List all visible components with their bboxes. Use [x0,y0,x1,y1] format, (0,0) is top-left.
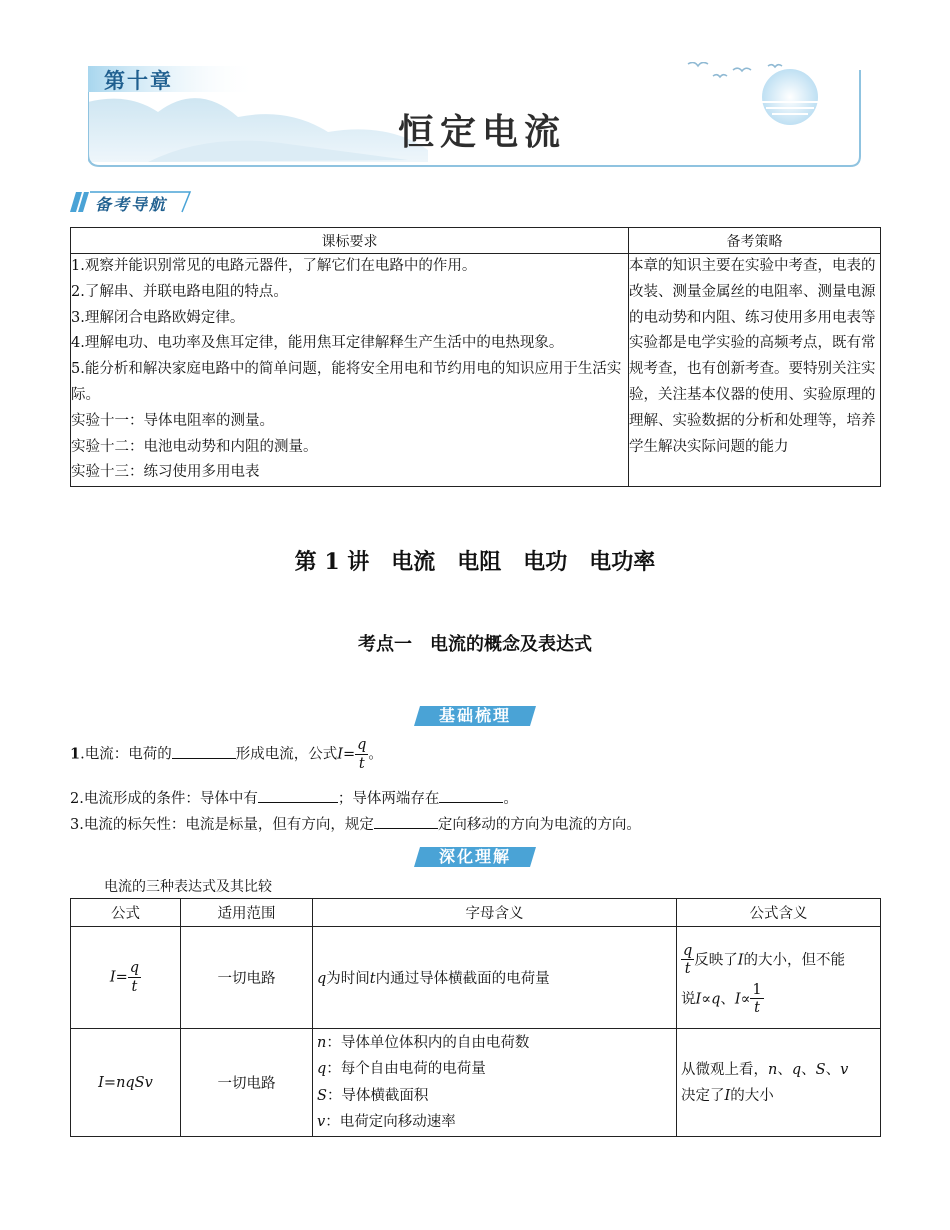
symbol-v: v [317,1114,326,1130]
symbol-v: v [840,1061,849,1078]
section-deep-text: 深化理解 [438,847,511,866]
comparison-caption: 电流的三种表达式及其比较 [104,879,272,895]
header-letter-meaning: 字母含义 [313,899,677,927]
symbol-I: I [337,746,343,763]
basic-point-1 [70,738,383,771]
requirement-item: 1.观察并能识别常见的电路元器件，了解它们在电路中的作用。 [71,258,477,274]
symbol-t: t [369,971,376,987]
symbol-q: q [317,971,327,987]
header-preparation-strategy: 备考策略 [629,228,881,254]
curriculum-requirements-table [70,227,881,487]
symbol-I: I [737,952,744,968]
symbol-n: n [768,1061,778,1078]
symbol-propto: ∝ [701,991,712,1007]
symbol-S: S [317,1087,327,1104]
meaning-text: ：导体横截面积 [326,1087,429,1104]
fill-blank[interactable] [374,827,438,829]
section-deep-label [414,846,536,868]
basic-point-3 [70,813,641,834]
symbol-I: I [109,969,116,986]
symbol-I: I [724,1087,731,1104]
meaning-text: 为时间 [326,971,370,987]
symbol-separator: 、 [825,1061,841,1078]
section-basic-text: 基础梳理 [438,706,511,725]
topic-title: 考点一 电流的概念及表达式 [358,634,592,655]
symbol-q: q [711,991,721,1007]
scope-cell: 一切电路 [181,927,313,1029]
point-text: 3.电流的标矢性：电流是标量，但有方向，规定 [70,817,374,833]
meaning-text: 内通过导体横截面的电荷量 [375,971,550,987]
scope-cell: 一切电路 [181,1029,313,1137]
symbol-eq: = [103,1074,117,1091]
symbol-nqSv: nqSv [116,1074,153,1091]
fill-blank[interactable] [258,801,338,803]
header-scope: 适用范围 [181,899,313,927]
point-text: 。 [503,791,518,807]
symbol-t: t [754,1000,760,1016]
meaning-text: 从微观上看， [681,1061,768,1078]
symbol-t: t [684,961,691,977]
requirement-item: 实验十三：练习使用多用电表 [71,464,260,481]
requirement-item: 2.了解串、并联电路电阻的特点。 [71,283,288,300]
section-basic-label [414,705,536,727]
meaning-text: ：电荷定向移动速率 [325,1114,456,1130]
meaning-text: ：导体单位体积内的自由电荷数 [326,1034,530,1051]
meaning-text: 的大小，但不能 [743,952,846,968]
meaning-text: ：每个自由电荷的电荷量 [326,1061,486,1077]
point-text: ；导体两端存在 [337,791,440,807]
fill-blank[interactable] [172,757,236,759]
symbol-separator: 、 [801,1061,816,1078]
meaning-text: 决定了 [681,1087,725,1104]
basic-point-2 [70,787,518,808]
requirement-item: 5.能分析和解决家庭电路中的简单问题，能将安全用电和节约用电的知识应用于生活实际。 [71,361,622,403]
symbol-q: q [129,960,140,976]
requirement-item: 3.理解闭合电路欧姆定律。 [71,309,245,326]
fill-blank[interactable] [439,801,503,803]
symbol-I: I [98,1074,104,1091]
header-curriculum-requirements: 课标要求 [71,228,629,254]
formula-meaning-cell [677,1029,881,1137]
requirement-item: 实验十二：电池电动势和内阻的测量。 [71,438,318,455]
current-expressions-table [70,898,881,1137]
lecture-title: 第 1 讲 电流 电阻 电功 电功率 [294,549,656,575]
symbol-one: 1 [752,981,762,998]
header-formula-meaning: 公式含义 [677,899,881,927]
fraction-q-over-t [355,738,368,771]
point-text: ：电荷的 [113,746,172,763]
formula-cell [71,927,181,1029]
meaning-text: 说 [681,991,696,1007]
table-row [71,1029,881,1137]
point-text: 。 [368,746,383,763]
fraction-q-over-t [128,961,141,994]
fraction-one-over-t [750,983,763,1016]
symbol-q: q [317,1061,327,1077]
chapter-banner [88,62,863,168]
meaning-text: 的大小 [730,1087,774,1104]
symbol-I: I [734,991,741,1007]
formula-cell [71,1029,181,1137]
symbol-q: q [683,942,693,959]
letter-meaning-cell [313,927,677,1029]
requirement-item: 4.理解电功、电功率及焦耳定律，能用焦耳定律解释生产生活中的电热现象。 [71,335,564,352]
chapter-number: 第十章 [104,69,173,93]
point-text: 形成电流，公式 [235,746,338,763]
exam-navigation-text: 备考导航 [95,195,168,214]
point-text: 定向移动的方向为电流的方向。 [437,817,641,833]
requirement-item: 实验十一：导体电阻率的测量。 [71,412,274,429]
symbol-I: I [695,991,702,1007]
symbol-eq: = [342,746,356,763]
point-label: .电流 [80,746,114,763]
symbol-n: n [317,1034,327,1051]
symbol-t: t [131,978,138,995]
symbol-q: q [357,737,367,753]
letter-meaning-cell [313,1029,677,1137]
symbol-q: q [791,1061,802,1078]
symbol-t: t [358,755,365,772]
table-row [71,927,881,1029]
symbol-eq: = [115,969,128,986]
header-formula: 公式 [71,899,181,927]
meaning-text: 反映了 [694,952,738,968]
point-text: 2.电流形成的条件：导体中有 [70,791,258,807]
requirements-cell [71,254,629,487]
fraction-q-over-t [681,944,694,977]
symbol-propto: ∝ [740,991,751,1007]
strategy-cell: 本章的知识主要在实验中考查，电表的改装、测量金属丝的电阻率、测量电源的电动势和内阻、练习使用多用电表等实验都是电学实验的高频考点，既有常规考查，也有创新考查。要特别关注实验，关注基本仪器的使用、实验原理的理解、实验数据的分析和处理等，培养学生解决实际问题的能力 [629,254,881,487]
chapter-title: 恒定电流 [398,111,567,153]
symbol-separator: 、 [777,1061,792,1078]
exam-navigation-label [70,190,200,214]
formula-meaning-cell [677,927,881,1029]
point-number: 1 [70,745,81,763]
symbol-separator: 、 [720,991,735,1007]
symbol-S: S [815,1061,826,1078]
